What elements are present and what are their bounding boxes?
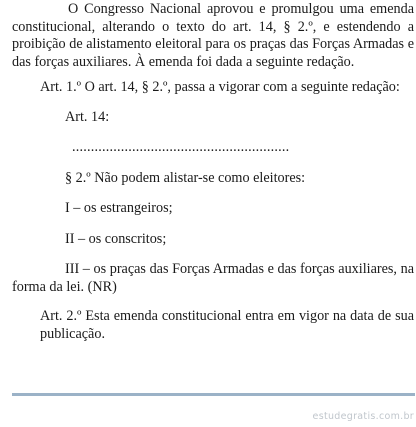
ellipsis-line: .......................................................... bbox=[72, 139, 290, 155]
paragraph-2: § 2.º Não podem alistar-se como eleitores: bbox=[65, 169, 306, 186]
document-body bbox=[12, 0, 414, 343]
inciso-2: II – os conscritos; bbox=[65, 230, 167, 247]
site-watermark: estudegratis.com.br bbox=[312, 411, 414, 422]
article-2: Art. 2.º Esta emenda constitucional entra em vigor na data de sua publicação. bbox=[40, 308, 414, 342]
intro-paragraph: O Congresso Nacional aprovou e promulgou uma emenda constitucional, alterando o texto do art. 14, § 2.º, e estendendo a proibição de alistamento eleitoral para os praças das Forças Armadas e das forças auxiliares. À emenda foi dada a seguinte redação. bbox=[12, 1, 414, 70]
article-1: Art. 1.º O art. 14, § 2.º, passa a vigorar com a seguinte redação: bbox=[40, 79, 400, 95]
inciso-1: I – os estrangeiros; bbox=[65, 200, 173, 216]
inciso-3: III – os praças das Forças Armadas e das forças auxiliares, na forma da lei. (NR) bbox=[12, 261, 414, 295]
footer-divider bbox=[12, 393, 415, 396]
article-14-heading: Art. 14: bbox=[65, 108, 110, 125]
